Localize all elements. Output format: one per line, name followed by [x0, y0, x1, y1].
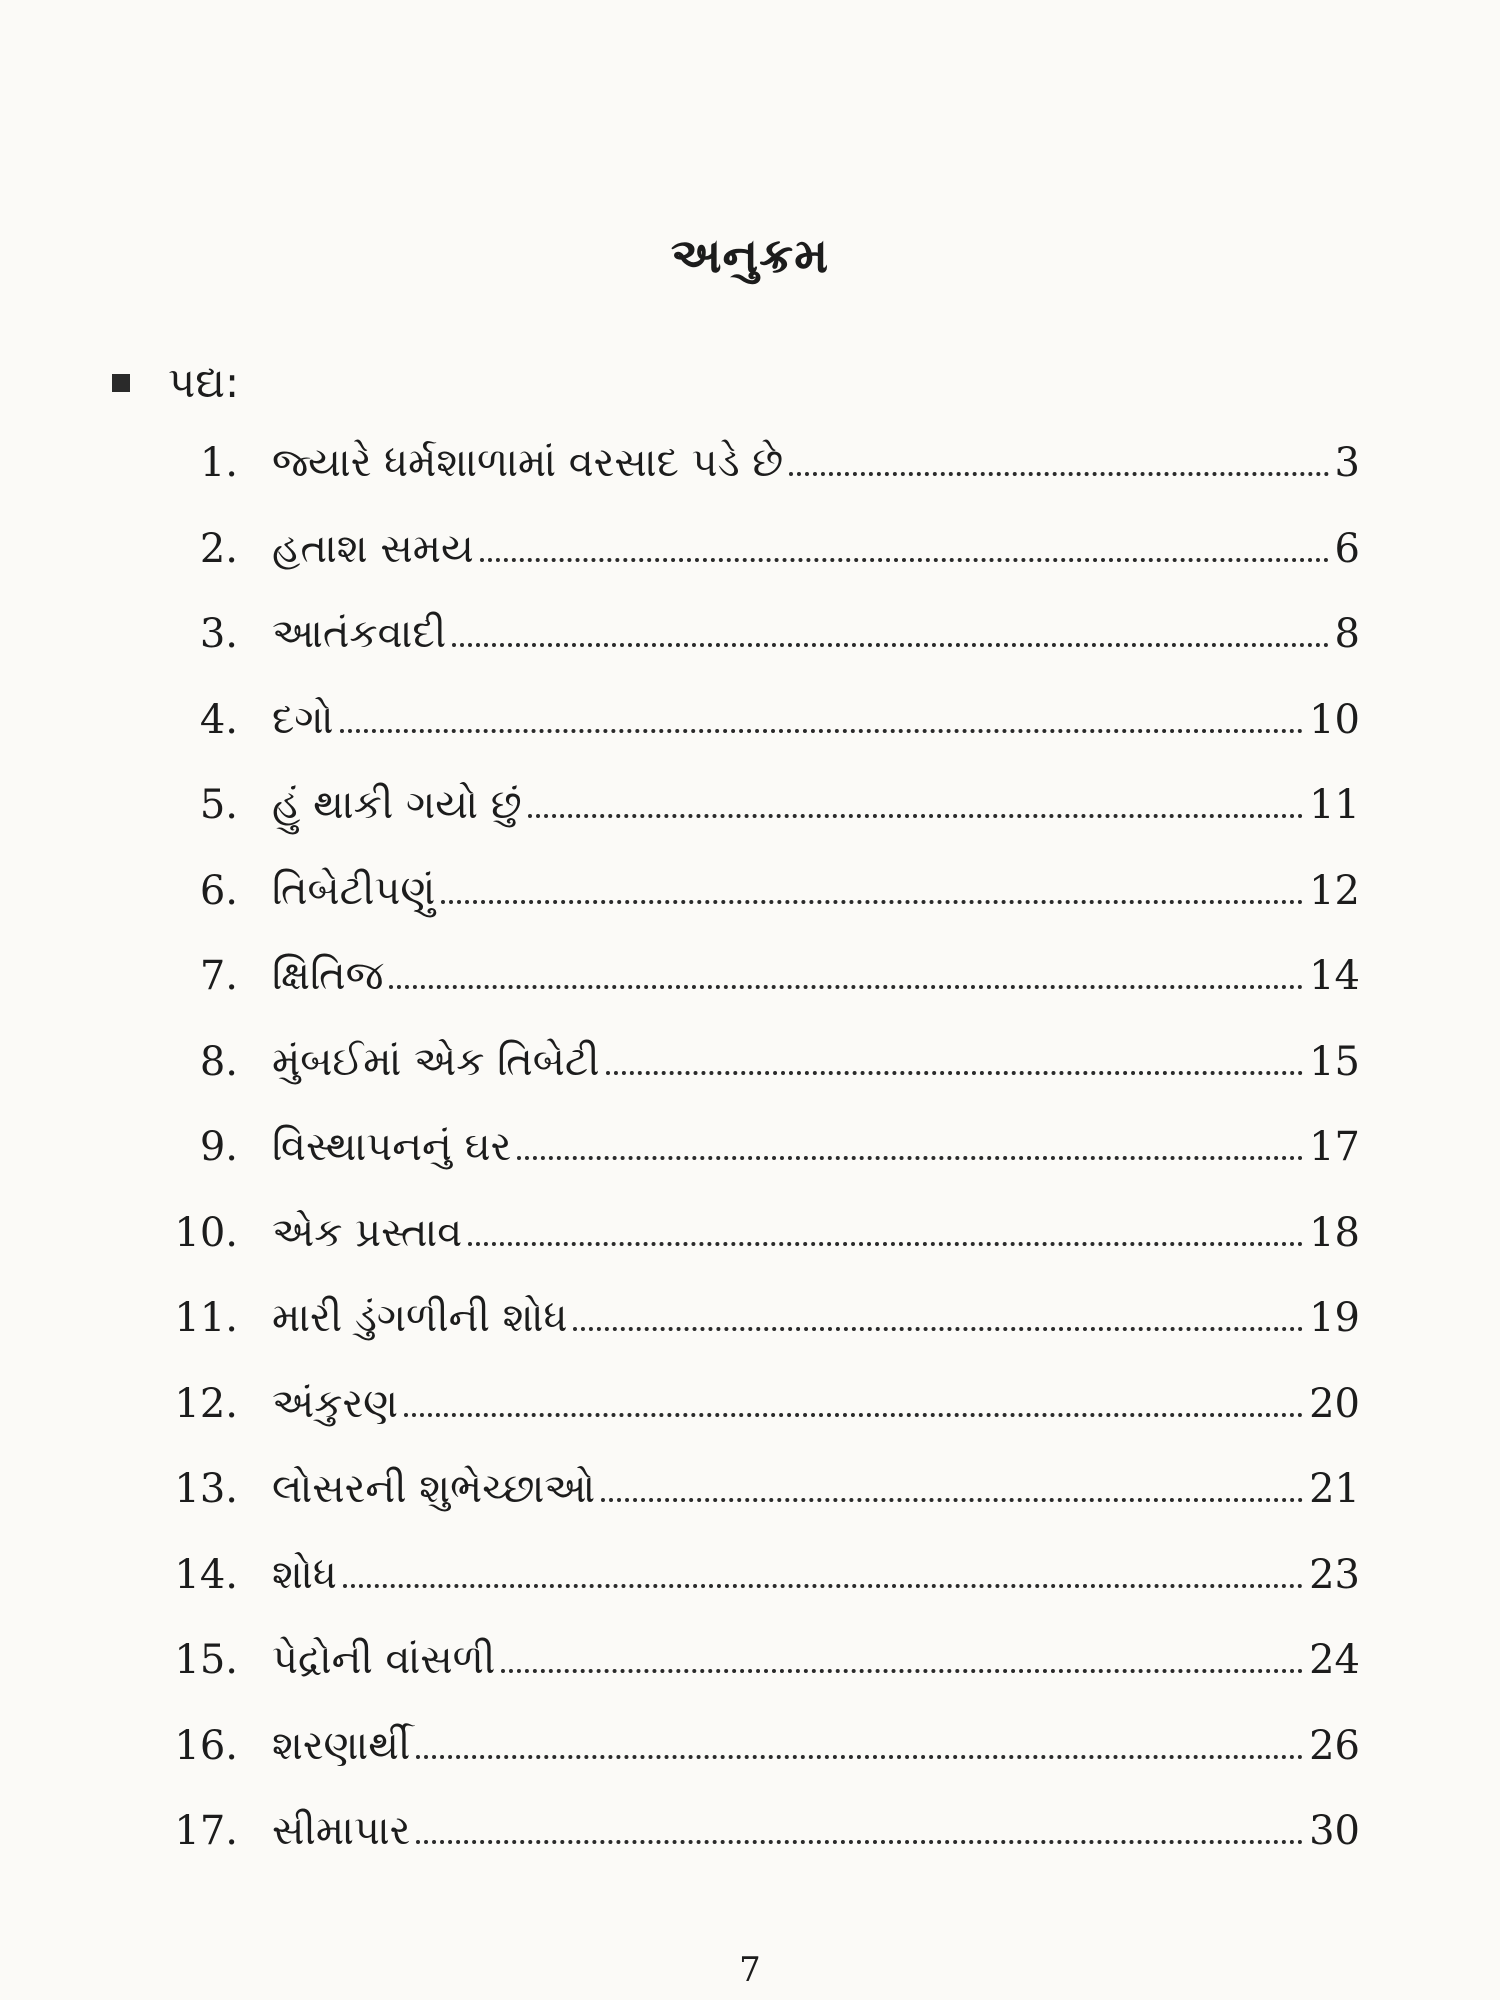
toc-entry-title: તિબેટીપણું	[272, 867, 436, 914]
toc-entry-number: 9.	[199, 1124, 238, 1170]
dot-leader	[468, 1242, 1303, 1246]
toc-entry-title: ક્ષિતિજ	[272, 953, 384, 999]
toc-entry	[160, 782, 1360, 868]
toc-entry-page: 21	[1309, 1466, 1360, 1512]
toc-entry-number: 8.	[199, 1038, 238, 1085]
toc-entry-number: 4.	[199, 696, 238, 743]
toc-entry-title: હતાશ સમય	[272, 525, 474, 572]
toc-entry-number: 1.	[199, 440, 238, 486]
dot-leader	[789, 472, 1328, 476]
toc-entry	[160, 440, 1360, 526]
page-title: અનુક્રમ	[670, 228, 830, 284]
toc-entry-number: 7.	[199, 953, 238, 999]
toc-entry-number: 10.	[174, 1209, 238, 1256]
toc-entry-number: 15.	[174, 1637, 238, 1683]
toc-entry	[160, 1637, 1360, 1723]
toc-entry	[160, 1124, 1360, 1210]
toc-entry-title: શોધ	[272, 1551, 337, 1598]
toc-entry-title: પેદ્રોની વાંસળી	[272, 1637, 496, 1683]
dot-leader	[404, 1413, 1303, 1417]
toc-entry-page: 24	[1309, 1637, 1360, 1683]
toc-entry-page: 3	[1334, 440, 1360, 486]
toc-entry-title: દગો	[272, 696, 334, 743]
toc-entry-page: 6	[1334, 525, 1360, 572]
toc-entry	[160, 1381, 1360, 1467]
toc-entry	[160, 1552, 1360, 1638]
toc-entry-number: 3.	[199, 611, 238, 657]
toc-entry	[160, 1466, 1360, 1552]
dot-leader	[452, 643, 1328, 647]
dot-leader	[416, 1840, 1303, 1844]
toc-entry-title: અંકુરણ	[272, 1380, 398, 1427]
toc-entry	[160, 868, 1360, 954]
section-label: પદ્ય:	[168, 358, 240, 407]
page-number: 7	[739, 1950, 761, 1990]
dot-leader	[606, 1071, 1304, 1075]
toc-entry-page: 12	[1309, 867, 1360, 914]
toc-entry-number: 2.	[199, 525, 238, 572]
toc-entry-title: મારી ડુંગળીની શોધ	[272, 1295, 568, 1341]
dot-leader	[480, 558, 1329, 562]
table-of-contents	[160, 440, 1360, 1894]
dot-leader	[416, 1755, 1303, 1759]
toc-entry	[160, 611, 1360, 697]
toc-entry-page: 11	[1309, 782, 1360, 828]
toc-entry-number: 16.	[174, 1722, 238, 1769]
toc-entry-page: 19	[1309, 1295, 1360, 1341]
dot-leader	[441, 900, 1303, 904]
toc-entry-number: 6.	[199, 867, 238, 914]
toc-entry	[160, 526, 1360, 612]
toc-entry-page: 18	[1309, 1209, 1360, 1256]
toc-entry	[160, 1039, 1360, 1125]
toc-entry-number: 11.	[174, 1295, 238, 1341]
toc-entry-number: 5.	[199, 782, 238, 828]
toc-entry	[160, 1723, 1360, 1809]
dot-leader	[340, 729, 1304, 733]
toc-entry-title: આતંકવાદી	[272, 611, 447, 657]
toc-entry-page: 8	[1334, 611, 1360, 657]
toc-entry	[160, 1210, 1360, 1296]
toc-entry	[160, 1808, 1360, 1894]
toc-entry-page: 17	[1309, 1124, 1360, 1170]
dot-leader	[528, 814, 1303, 818]
toc-entry-number: 12.	[174, 1380, 238, 1427]
toc-entry-page: 14	[1309, 953, 1360, 999]
toc-entry-title: જ્યારે ધર્મશાળામાં વરસાદ પડે છે	[272, 440, 784, 486]
dot-leader	[601, 1498, 1303, 1502]
toc-entry	[160, 1295, 1360, 1381]
toc-entry-page: 20	[1309, 1380, 1360, 1427]
toc-entry-title: મુંબઈમાં એક તિબેટી	[272, 1038, 600, 1085]
dot-leader	[573, 1327, 1303, 1331]
toc-entry-title: શરણાર્થી	[272, 1722, 411, 1769]
dot-leader	[389, 985, 1303, 989]
toc-entry	[160, 953, 1360, 1039]
toc-entry	[160, 697, 1360, 783]
toc-entry-title: એક પ્રસ્તાવ	[272, 1209, 463, 1256]
toc-entry-page: 23	[1309, 1551, 1360, 1598]
toc-entry-number: 14.	[174, 1551, 238, 1598]
toc-entry-page: 26	[1309, 1722, 1360, 1769]
section-heading	[112, 358, 239, 408]
dot-leader	[343, 1584, 1303, 1588]
toc-entry-title: સીમાપાર	[272, 1808, 411, 1854]
square-bullet-icon	[112, 374, 130, 392]
toc-entry-title: વિસ્થાપનનું ઘર	[272, 1124, 512, 1170]
dot-leader	[501, 1669, 1303, 1673]
toc-entry-page: 15	[1309, 1038, 1360, 1085]
toc-entry-title: લોસરની શુભેચ્છાઓ	[272, 1466, 596, 1512]
toc-entry-page: 30	[1309, 1808, 1360, 1854]
toc-entry-number: 17.	[174, 1808, 238, 1854]
toc-entry-number: 13.	[174, 1466, 238, 1512]
toc-entry-page: 10	[1309, 696, 1360, 743]
dot-leader	[517, 1156, 1303, 1160]
toc-entry-title: હું થાકી ગયો છું	[272, 782, 522, 828]
